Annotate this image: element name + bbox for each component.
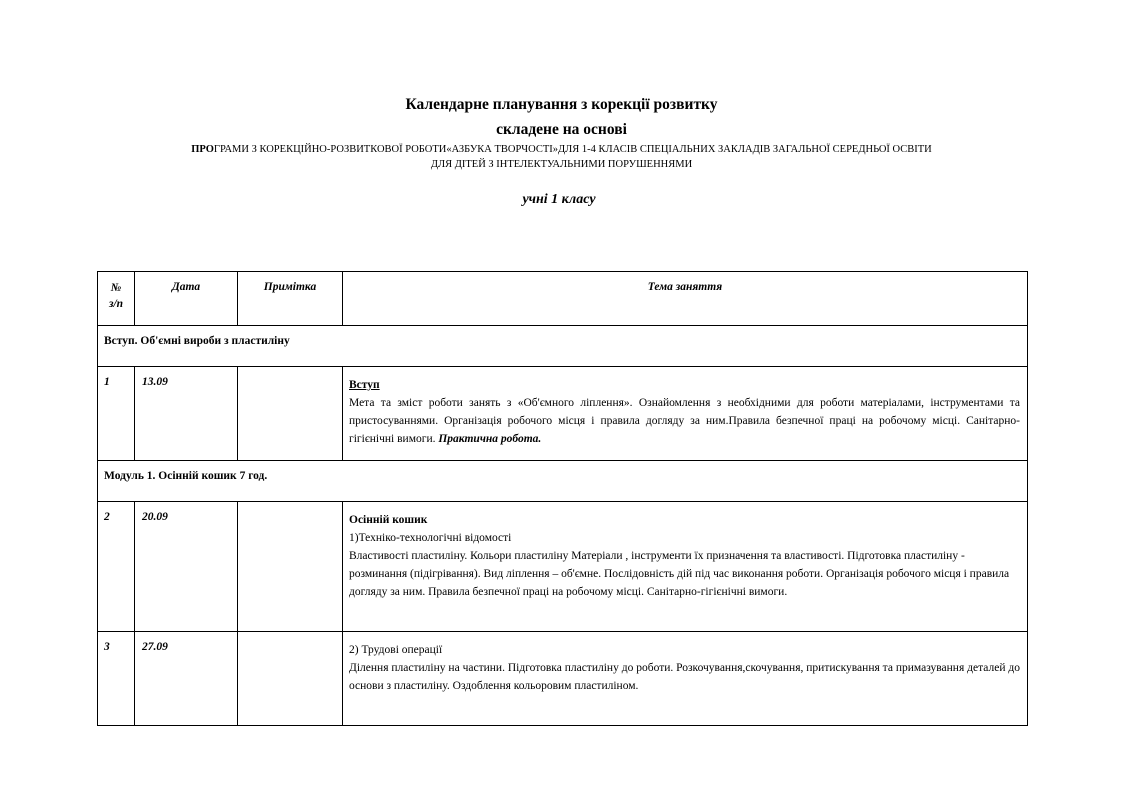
header-topic: Тема заняття	[343, 272, 1028, 326]
header-number: № з/п	[98, 272, 135, 326]
table-header-row	[98, 272, 1028, 326]
section-title: Вступ. Об'ємні вироби з пластиліну	[98, 326, 1028, 367]
topic-subtitle: 1)Техніко-технологічні відомості	[349, 532, 512, 544]
row-topic	[343, 502, 1028, 632]
lesson-plan-table	[97, 271, 1028, 726]
row-date: 20.09	[135, 502, 238, 632]
program-name-line2: ДЛЯ ДІТЕЙ З ІНТЕЛЕКТУАЛЬНИМИ ПОРУШЕННЯМИ	[430, 159, 693, 170]
document-title: Календарне планування з корекції розвитку	[405, 96, 718, 113]
grade-label: учні 1 класу	[522, 192, 596, 207]
row-note	[238, 502, 343, 632]
program-name-bold-prefix: ПРО	[191, 144, 214, 155]
program-name-rest: ГРАМИ З КОРЕКЦІЙНО-РОЗВИТКОВОЇ РОБОТИ«АЗБУКА ТВОРЧОСТІ»ДЛЯ 1-4 КЛАСІВ СПЕЦІАЛЬНИХ ЗАКЛАДІВ ЗАГАЛЬНОЇ СЕРЕДНЬОЇ ОСВІТИ	[213, 144, 932, 155]
topic-description: Мета та зміст роботи занять з «Об'ємного ліплення». Ознайомлення з необхідними для роботи матеріалами, інструментами та пристосуваннями. Організація робочого місця і правила догляду за ним.Правила безпечної праці на робочому місці. Санітарно-гігієнічні вимоги. Практична робота.	[349, 397, 1020, 445]
section-row	[98, 461, 1028, 502]
row-number: 3	[98, 632, 135, 726]
row-note	[238, 367, 343, 461]
topic-description: Ділення пластиліну на частини. Підготовка пластиліну до роботи. Розкочування,скочування, притискування та примазування деталей до основи з пластиліну. Оздоблення кольоровим пластиліном.	[349, 662, 1020, 692]
topic-subtitle: 2) Трудові операції	[349, 644, 443, 656]
row-number: 1	[98, 367, 135, 461]
program-name-line1	[0, 142, 1123, 157]
row-date: 27.09	[135, 632, 238, 726]
table-row	[98, 502, 1028, 632]
section-row	[98, 326, 1028, 367]
section-title: Модуль 1. Осінній кошик 7 год.	[98, 461, 1028, 502]
row-number: 2	[98, 502, 135, 632]
document-subtitle: складене на основі	[496, 121, 627, 138]
practical-work-label: Практична робота.	[438, 433, 542, 445]
topic-title: Вступ	[349, 379, 380, 391]
row-date: 13.09	[135, 367, 238, 461]
topic-description: Властивості пластиліну. Кольори пластиліну Матеріали , інструменти їх призначення та властивості. Підготовка пластиліну - розминання (підігрівання). Вид ліплення – об'ємне. Послідовність дій під час виконання роботи. Організація робочого місця і правила догляду за ним. Правила безпечної праці на робочому місці. Санітарно-гігієнічні вимоги.	[349, 550, 1010, 598]
table-row	[98, 632, 1028, 726]
header-note: Примітка	[238, 272, 343, 326]
header-date: Дата	[135, 272, 238, 326]
row-topic	[343, 367, 1028, 461]
row-note	[238, 632, 343, 726]
row-topic	[343, 632, 1028, 726]
topic-title: Осінній кошик	[349, 514, 428, 526]
table-row	[98, 367, 1028, 461]
